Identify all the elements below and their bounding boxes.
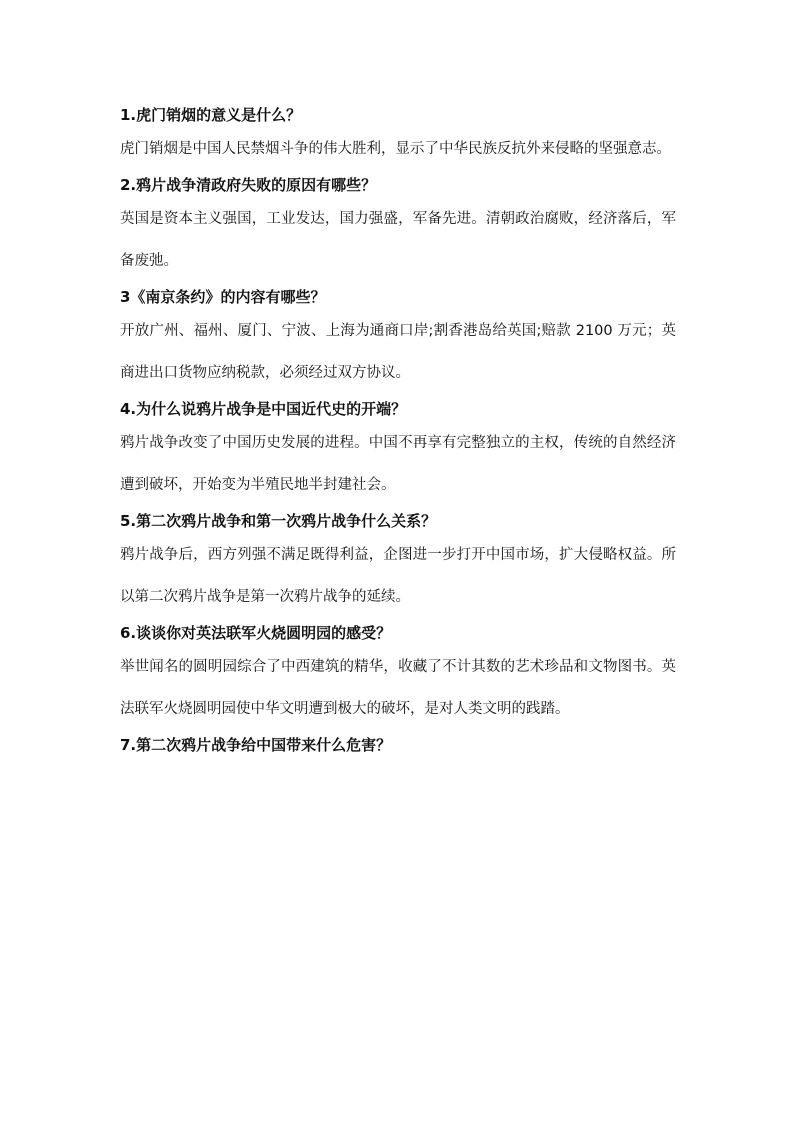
qa-item-6 [120, 622, 676, 730]
qa-item-1 [120, 104, 676, 170]
question-5: 5.第二次鸦片战争和第一次鸦片战争什么关系？ [120, 512, 437, 530]
answer-1: 虎门销烟是中国人民禁烟斗争的伟大胜利，显示了中华民族反抗外来侵略的坚强意志。 [120, 141, 671, 157]
answer-6: 举世闻名的圆明园综合了中西建筑的精华，收藏了不计其数的艺术珍品和文物图书。英法联军火烧圆明园使中华文明遭到极大的破坏，是对人类文明的践踏。 [120, 659, 676, 717]
qa-item-5 [120, 510, 676, 618]
question-2: 2.鸦片战争清政府失败的原因有哪些？ [120, 176, 377, 194]
answer-3: 开放广州、福州、厦门、宁波、上海为通商口岸;割香港岛给英国;赔款 2100 万元；英商进出口货物应纳税款，必须经过双方协议。 [120, 323, 676, 381]
answer-4: 鸦片战争改变了中国历史发展的进程。中国不再享有完整独立的主权，传统的自然经济遭到破坏，开始变为半殖民地半封建社会。 [120, 435, 676, 493]
question-7: 7.第二次鸦片战争给中国带来什么危害？ [120, 736, 392, 754]
question-6: 6.谈谈你对英法联军火烧圆明园的感受？ [120, 624, 392, 642]
answer-5: 鸦片战争后，西方列强不满足既得利益，企图进一步打开中国市场，扩大侵略权益。所以第二次鸦片战争是第一次鸦片战争的延续。 [120, 547, 676, 605]
answer-2: 英国是资本主义强国，工业发达，国力强盛，军备先进。清朝政治腐败，经济落后，军备废弛。 [120, 211, 676, 269]
question-3: 3《南京条约》的内容有哪些？ [120, 288, 326, 306]
question-1: 1.虎门销烟的意义是什么？ [120, 106, 302, 124]
qa-item-7 [120, 734, 676, 756]
qa-item-2 [120, 174, 676, 282]
question-4: 4.为什么说鸦片战争是中国近代史的开端？ [120, 400, 407, 418]
qa-item-4 [120, 398, 676, 506]
document-body [120, 104, 676, 766]
qa-item-3 [120, 286, 676, 394]
